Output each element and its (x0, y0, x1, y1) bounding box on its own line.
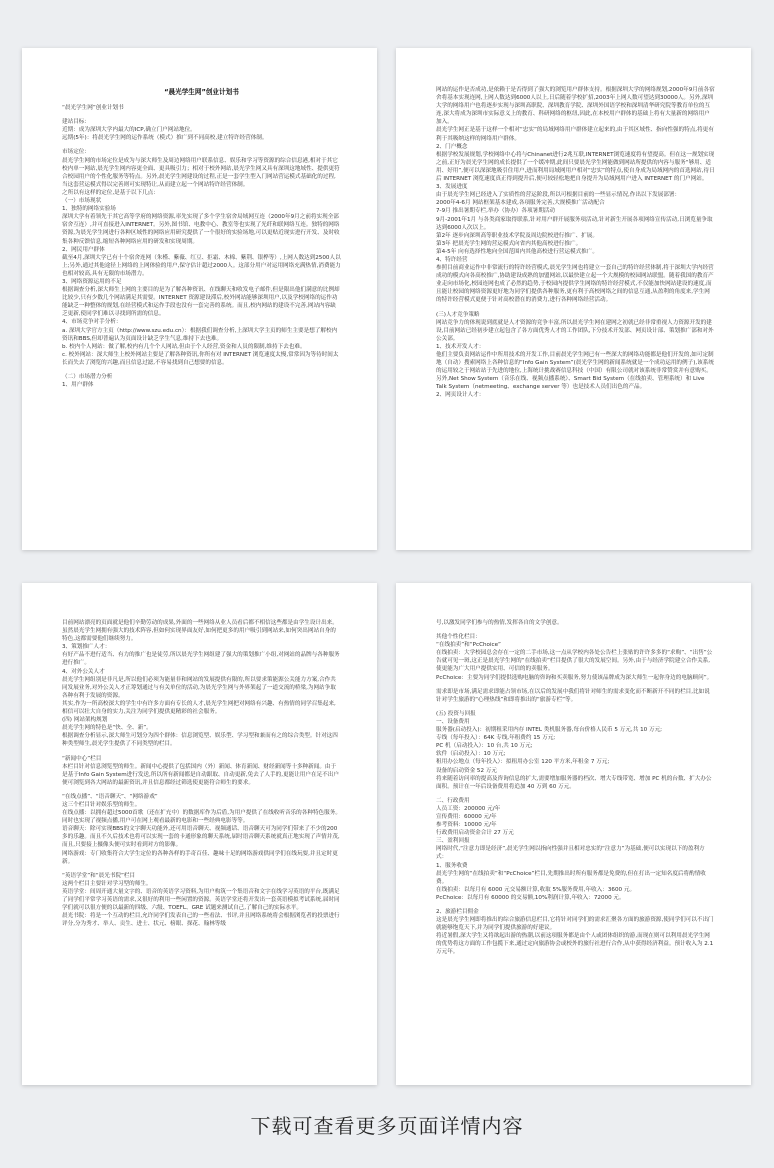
paragraph-line: 9月-2001年1月 与各类商家取得联系,针对用户群开展服务项活动,针对新生开展各项网络宣传活动,日浏览量争取达到6000人次以上。 (436, 216, 713, 231)
paragraph-line: 2、网民用户群体 (62, 246, 105, 253)
paragraph-line: 根据学校发展规划,学校网络中心将与Chinanet进行2兆互联,INTERNET浏览速度将有望提高。但在这一规划实现之前,正好为晨光学生网的成长提供了一个缓冲期,此间只要晨光学生网能做到网站所提供的内容与服务“够用、适用、好用”,便可以深深地吸引住用户,进而利用局域网用户相对“忠实”的特点,使自身成为局域网内的首选网站,待日后 INTERNET 浏览速度真正得到提升后,便可较轻松地把自身提升为局域网用户进入 INTERNET 的门户网站。 (436, 151, 715, 183)
page-4-body (436, 619, 715, 957)
paragraph-line: 建站目标： (62, 119, 90, 126)
paragraph-line: 目前网站漂亮的页面就是他们辛勤劳动的成果,外面的一些网络从业人员看后都不相信这些都是由学生设计出来。虽然晨光学生网拥有强大的技术阵容,但如何实现界面友好,如何把更多的用户吸引到网站来,如何突出网站自身的特色,这都需要他们继续努力。 (62, 620, 338, 643)
document-title: “晨光学生网”创业计划书 (164, 88, 239, 96)
paragraph-line: a. 深圳大学官方主页（http://www.szu.edu.cn）：根据我们调查分析,上深圳大学主页的师生主要是想了解校内资讯和BBS,但却普遍认为页面设计缺乏学生气息,维持下去也难。 (62, 327, 338, 342)
paragraph-line: 1、用户群体 (62, 382, 94, 389)
document-page-2 (396, 48, 751, 550)
paragraph-line: 4、对外公关人才 (62, 668, 105, 675)
paragraph-line: 深圳大学有着领先于其它高等学府的网络资源,率先实现了多个学生宿舍局域网互连（2000年9月之前将实现全部宿舍互连）,并可直接进入INTERNET。另外,图书馆、电教中心、教室等也实现了光纤和联网络互连。独特的网络资源,为晨光学生网进行各种区域性的网络应用研究提供了一个很好的实验场地,可以更贴近现实进行开发、及时收集各种反馈信息,缩短各种网络应用的研发和实现周期。 (62, 214, 340, 245)
paragraph-line: 市场定位： (62, 149, 90, 156)
paragraph-line: PcChoice：主要为同学们提供选购电脑的咨询和买卖服务,努力使该品牌成为深大师生一起你身边的电脑顾问”。 (436, 674, 713, 681)
document-page-4 (396, 583, 751, 1085)
paragraph-line: 由于晨光学生网已经进入了实质性的营运阶段,所以可根据目前的一些显示情况,作出以下发展部署： (436, 192, 681, 199)
paragraph-line: 一、设备费用 (436, 718, 470, 725)
paragraph-line: （一）市场现状 (62, 198, 102, 205)
paragraph-line: (三)人才竞争策略 (436, 311, 480, 318)
paragraph-line: 2、门户概念 (436, 143, 468, 150)
paragraph-line: 将来随着访问率的提高及咨询信息的扩大,需要增加服务器的档次、增大专线带宽、增加 PC 机的台数、扩大办公面积。预计在一年后设备费用将追加 40 万到 60 万元。 (436, 775, 712, 790)
paragraph-line: (四) 网站架构规划 (62, 717, 108, 724)
paragraph-line: 这是晨光学生网即将推出的综合旅游信息栏目,它将针对同学们的需求汇聚各方面的旅游资源,使同学们可以不出门就能够饱览天下,并为同学们提供旅游的好建议。 (436, 917, 714, 932)
paragraph-line: 行政费用启动资金合计 27 万元 (436, 830, 514, 837)
paragraph-line: 他们主要负责网站运作中所用技术的开发工作,目前晨光学生网已有一些深大的网络功能都是他们开发的,如可定制地（自动）搜索网络上各种信息的“Info Gain System”(晨光学生网的新闻系统就是一个成功运用的例子),该系统的运用较之于网站站于先进的地位,上海统计挑战赛信息科技（中国）有限公司就对该系统非常赞赏并有意购买。另外,Net Show System（音乐在线、视频点播系统）、Smart Bid System（在线拍卖、管理系统）和 Live Talk System（netmeeting、exchange server 等）也是技术人员们出色的产品。 (436, 352, 714, 391)
paragraph-line: c. 校外网站：深大师生上校外网站主要是了解各种资讯,你所有对 INTERNET 浏览速度太慢,常常因为等待时间太长而失去了浏览的兴趣,而且信息过滤,不容易找到自己想要的信息。 (62, 351, 339, 366)
paragraph-line: 语音聊天：除可实现BBS的文字聊天功能外,还可用语音聊天、视频通话、语音聊天可为同学们带来了不少的200多的乐趣。而且不久后技术也将可以实现一套的卡通形象的聊天系统,届时语音聊天系统就真正地实现了声情并茂,而且,只要接上摄像头便可实时看到对方的影像。 (62, 826, 340, 849)
paragraph-line: 服务器(启动投入)：初期租采用内存 INTEL 类机服务器,每台价格人民币 5 万元,共 10 万元; (436, 727, 663, 734)
paragraph-line: 网络时代,“注意力即是经济”,晨光学生网以指向性强并且相对忠实的“注意力”为基础,便可以实现以下的盈利方式： (436, 846, 705, 861)
paragraph-line: “在线拍卖”和“PcChoice” (436, 642, 501, 649)
paragraph-line: 近期：成为深圳大学内最大的ICP,确立门户网站地位。 (62, 127, 196, 134)
paragraph-line: 2000年4-6月 网站框架基本建成,各项服务完善,大规模推广活动配合 (436, 200, 605, 207)
paragraph-line: 2、网页设计人才： (436, 392, 485, 399)
paragraph-line: “英语学堂”和“晨光书院”栏目 (62, 872, 136, 879)
paragraph-line: 这三个栏目针对娱乐型的师生。 (62, 801, 141, 808)
paragraph-line: (五) 投资与回报 (436, 710, 476, 717)
paragraph-line: 晨光学生网的特色是“快、全、新”。 (62, 725, 152, 732)
paragraph-line: 参考资料：10000 元/年 (436, 822, 497, 829)
paragraph-line: 网络游戏：专门收集符合大学生定位的各种各样的手奇百佳、趣味十足的网络游戏供同学们在线玩耍,并且定时更新。 (62, 850, 338, 865)
page-2-body (436, 86, 715, 400)
paragraph-line: 三、盈利回报 (436, 838, 470, 845)
paragraph-line: 1、独特的网络实验场 (62, 206, 116, 213)
paragraph-line: 第4-5年 向有选择性地向全国范围内其他高校进行营运模式推广。 (436, 248, 598, 255)
paragraph-line: 有好产品不进行适当、有力的推广也是徒劳,所以晨光学生网组建了强大的策划推广小组,对网站的品牌与各种服务进行推广。 (62, 652, 340, 667)
paragraph-line: 软件（启动投入）：10 万元; (436, 751, 506, 758)
paragraph-line: 3、策划推广人才： (62, 644, 111, 651)
paragraph-line: 参照目前商业运作中非常流行的特许经营模式,晨光学生网也将建立一套自己的特许经营体制,将于深圳大学内经营成功的模式向各高校推广,协助建设成熟的加盟网站,以最快建立起一个大规模的校园网站联盟。随着我国的教育产业走向市场化,校园连网也成了必然的趋势,于校园内提供学生网络的特许经营模式,不仅能加快网站建设的速度,而且能让校园的网络资源更好地为同学们提供各种服务,更有利于高校网络之间的信息互通,从盈利的角度来,学生网的特许经营模式更便于针对高校潜在的消费力,进行各种网络经营活动。 (436, 265, 714, 304)
document-page-1 (22, 48, 377, 550)
paragraph-line: 4、市场竞争对手分析： (62, 319, 122, 326)
paragraph-line: 号,以激发同学们参与的热情,发挥各自的文学创意。 (436, 620, 563, 626)
paragraph-line: PcChoice：以每月有 60000 的交易额,10%利润计算,年收入：72000 元。 (436, 894, 625, 901)
paragraph-line: 在线点播：以拥有超过5000首歌（还在扩充中）的数据库作为后盾,为用户提供了在线收听音乐的各种特色服务。同时也实现了视频点播,用户可在网上观看最新的电影和一些经典电影等等。 (62, 810, 341, 825)
paragraph-line: 其他个性化栏目： (436, 634, 481, 641)
paragraph-line: 根据调查分析,深大师生上网的主要目的是为了解各种资讯、在线聊天和收发电子邮件,但是限出他们满意的比例却比较少,只有少数几个网站满足其需要。INTERNET 资源建设滞后,校外网站能够深圳用户,以及学校网络的运作功能缺乏一种整体的规划,在经营模式和运作手段也没有一套完善的系统。而且,校内网站的建设不完善,网站内容缺乏更新,使同学们难以寻找到所需的信息。 (62, 287, 340, 318)
paragraph-line: 7-9月 推出暑期专栏,举办（协办）各项暑期活动 (436, 208, 555, 215)
paragraph-line: （二）市场潜力分析 (62, 374, 113, 380)
paragraph-line: 人员工资：200000 元/年 (436, 805, 501, 812)
paragraph-line: 网站的运作是否成功,是依赖于是否得到了强大的浏览用户群体支持。根据深圳大学的网络规划,2000年9月前各宿舍将基本实现连网,上网人数达到6000人以上,日后随着学校扩招,2003年上网人数可望达到30000人。另外,深圳大学的网络用户也将逐步实现与深圳高职院、深圳教育学院、深圳外国语学校和深圳清华研究院等教育单位的互连,深大将成为深圳市实际意义上的教育、科研网络的枢纽,因此,在本校用户群体的基础上将有大量新的网络用户加入。 (436, 87, 715, 126)
paragraph-line: 晨光书院：将是一个互动的栏目,允许同学们发表自己的一些看法、书评,并且网络系统将会根据浏览者的投票进行评分,分为秀才、举人、贡生、进士、状元、榜眼、探花、翰林等级 (62, 913, 340, 928)
paragraph-line: 网站竞争力的体现说到底就是人才资源的竞争丰富,所以晨光学生网在建网之初就已经非常重视人力资源开发的建设,目前网站已经初步建立起包含了各方面优秀人才的工作团队,下分技术开发部、网页设计部、策划推广部和对外公关部。 (436, 319, 714, 342)
paragraph-line: 第2年 逐步向深圳高等职业技术学院及周边院校进行推广、扩展。 (436, 232, 598, 239)
paragraph-line: 在线拍卖：大学校园总会存在一定的二手市场,这一点从学校内各处公告栏上张贴的许许多多的“求购”、“出售”公告就可见一斑,这正是晨光学生网的“在线拍卖”栏目提供了很大的发展空间。另外,由于与经济学院建立合作关系,使更能为广大用户提供实用、可信的的卖服务。 (436, 650, 713, 673)
paragraph-line: 其实,作为一所高校深大的学生中有许多方面有专长的人才,晨光学生网把对网络有兴趣、有热情的同学召集起来,相信可以壮大自身的实力,关注为同学们提供更精彩的社会服务。 (62, 700, 336, 716)
paragraph-line: 根据调查分析显示,深大师生可划分为四个群体：信息浏览型、娱乐型、学习型和兼而有之的综合类型。针对这四种类型师生,晨光学生提供了不同类型的栏目。 (62, 733, 338, 748)
paragraph-line: 这两个栏目主要针对学习型的师生。 (62, 880, 152, 887)
paragraph-line: 截至4月,深圳大学已有十个宿舍连网（朱槿、紫薇、红豆、拒霜、木棉、紫荆、银桦等）,上网人数达到2500人以上;另外,通过其他途径上网络的上网体验的用户,保守估计超过2000人。这部分用户对运用网络充满热情,消费能力也相对较高,具有无限的市场潜力。 (62, 254, 341, 277)
paragraph-line: 3、网络资源运用的不足 (62, 278, 122, 285)
paragraph-line: 英语学堂：间周开通大量文字的、语音的英语学习资料,为用户构筑一个集语音和文字在线学习英语的平台,既满足了同学们平常学习英语的需求,又很好的利用一些闲置的资源。英语学堂还将开发出一套英语模拟考试系统,届时同学们就可以很方便的以最新的四级、六级、TOEFL、GRE 试题来测试自己,了解自己的实际水平。 (62, 888, 340, 912)
paragraph-line: 设备的启动资金 52 万元 (436, 767, 498, 774)
document-page-3 (22, 583, 377, 1085)
paragraph-line: “在线点播”、“语音聊天”、“网络游戏” (62, 793, 158, 800)
download-more-caption[interactable]: 下载可查看更多页面详情内容 (250, 1114, 524, 1138)
paragraph-line: 晨光学生网组别是非凡是,所以他们必须为能量非和网站的发展提供有限的,所以要求策能源公关能力方案,合作共同发展业务,对外公关人才正筹划通过与有关单位的活动,为晨光学生网与外界架起了一道交流的桥梁,为网站争取各种有利于发展的资源。 (62, 676, 336, 699)
page-3-body (62, 619, 341, 928)
paragraph-line: 宣传费用：60000 元/年 (436, 813, 497, 820)
paragraph-line: 1、服务收费 (436, 862, 468, 869)
paragraph-line: 远期(5年)：将晨光学生网的运作系统（模式）推广到不同高校,建立特许经营体制。 (62, 135, 268, 142)
paragraph-line: 本栏目针对信息浏览型的师生。新闻中心提供了包括国内（外）新闻、体育新闻、财经新闻等十多种新闻。由于是基于Info Gain System进行发送,所以所有新闻都是自动跟取、自动更新,免去了人手的,更能让用户在足不出户便可浏览到各大网站的最新资讯,并且信息都经过筛选使更能符合师生的要求。 (62, 763, 339, 786)
paragraph-line: 需求即是市场,满足需求即能占领市场,在以后的发展中我们将针对师生的需求变化而不断新开不同的栏目,比如说针对学生旅游的“心理热线”和即将推出的“旅游专栏”等。 (436, 688, 710, 703)
paragraph-line: 晨光学生网的市场定位是成为与深大师生及周边网络用户联系信息、娱乐和学习等资源的综合信息港,相对于其它校内单一网站,晨光学生网内容更全面、更具吸引力；相对于校外网站,晨光学生网又具有深圳这地域性、提供更符合校园用户的个性化服务等特点。另外,晨光学生网建设的过程,正是一套学生型入门网站营运模式基础化的过程,当这套营运模式得以完善则可实现特让,从而建立起一个网站特许经营体制。 (62, 157, 340, 188)
paragraph-line: 二、行政费用 (436, 797, 470, 804)
paragraph-line: b. 校内个人网站：做了解,校内有几个个人网站,但由于个人经营,资金和人员的限制,维持下去也难。 (62, 343, 306, 350)
paragraph-line: “晨光学生网”创业计划书 (62, 105, 124, 112)
paragraph-line: “新闻中心”栏目 (62, 755, 102, 762)
paragraph-line: 晨光学生网正是基于这样一个相对“忠实”的局域网络用户群体建立起来的,由于其区域性、指向性强的特点,将更有利于其吸纳这样的网络用户群体。 (436, 127, 714, 142)
paragraph-line: 1、技术开发人才： (436, 343, 485, 350)
paragraph-line: 3、发展进度 (436, 184, 468, 191)
paragraph-line: PC 机（启动投入）：10 台,共 10 万元; (436, 743, 533, 750)
paragraph-line: 在线拍卖：以每月有 6000 元交易额计算,收取 5%服务费用,年收入：3600 元。 (436, 886, 636, 893)
paragraph-line: 2、旅游栏目佣金 (436, 909, 479, 915)
paragraph-line: 之所以有这样的定位,是基于以下几点： (62, 189, 159, 196)
paragraph-line: 租用办公地点（每年投入）：拟租用办公室 120 平方米,年租金 7 万元; (436, 759, 610, 766)
paragraph-line: 4、特许经营 (436, 256, 468, 263)
paragraph-line: 晨光学生网的“在线拍卖”和“PcChoice”栏目,先期推出时所有服务都是免费的,但在打出一定知名度后将酌情收费。 (436, 870, 706, 885)
paragraph-line: 将近暑假,深大学生又将欲起出游的热潮,以前这项服务都是由个人或团体组织的游,而现在则可以利用晨光学生网的优势将这方面的工作包揽下来,通过定向旅游协会或校外的旅行社进行合作,从中获得经济利益。预计收入为 2.1 万元年。 (436, 933, 714, 956)
page-1-body (62, 104, 341, 389)
paragraph-line: 专线（每年投入）：64K 专线,年租费约 15 万元; (436, 735, 556, 742)
paragraph-line: 第3年 把晨光学生网的营运模式向省内其他高校进行推广。 (436, 240, 582, 247)
